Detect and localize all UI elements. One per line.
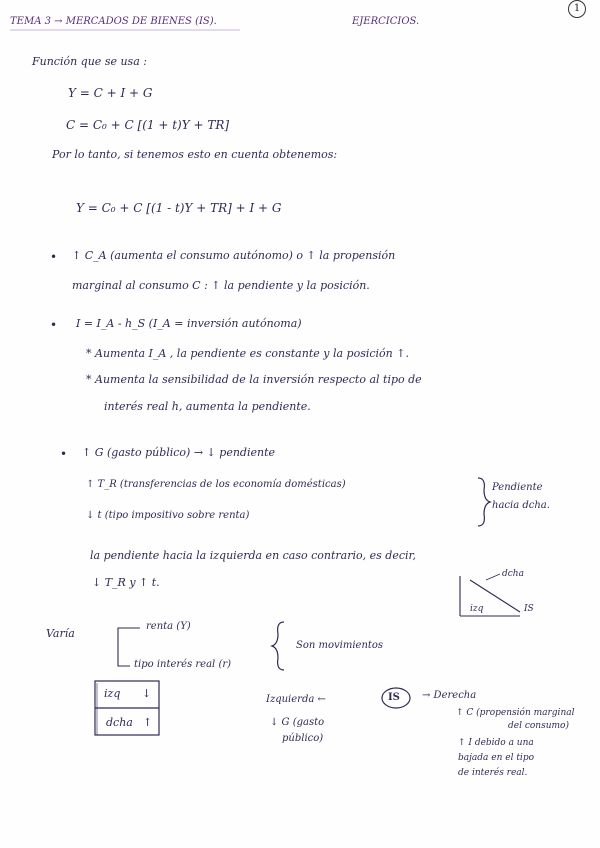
equation-y-full: Y = C₀ + C [(1 - t)Y + TR] + I + G <box>76 201 282 215</box>
right-detail-4: bajada en el tipo <box>458 753 534 763</box>
varia-branch-tipo: tipo interés real (r) <box>134 659 232 670</box>
direction-box <box>95 681 159 735</box>
left-detail-1: ↓ G (gasto <box>270 717 325 728</box>
header-subtitle: EJERCICIOS. <box>352 16 420 27</box>
right-detail-1: ↑ C (propensión marginal <box>456 708 575 718</box>
equation-y: Y = C + I + G <box>68 86 153 100</box>
graph-label-dcha: dcha <box>502 569 524 579</box>
left-detail-2: público) <box>282 733 324 744</box>
box-dcha-label: dcha <box>106 716 133 729</box>
varia-branches <box>118 628 140 666</box>
bullet1-line2: marginal al consumo C : ↑ la pendiente y la posición. <box>72 279 370 292</box>
is-circle-label: IS <box>388 692 400 703</box>
shift-right-label: → Derecha <box>422 690 477 701</box>
shift-left-label: Izquierda ← <box>266 694 326 705</box>
intro-label: Función que se usa : <box>32 55 147 68</box>
right-detail-5: de interés real. <box>458 768 528 778</box>
brace-note-pendiente: Pendiente <box>492 482 543 493</box>
varia-branch-renta: renta (Y) <box>146 621 191 632</box>
box-izq-label: izq <box>104 687 121 700</box>
header-title: TEMA 3 → MERCADOS DE BIENES (IS). <box>10 16 217 27</box>
bullet-dot: • <box>50 250 58 264</box>
box-izq-arrow: ↓ <box>142 687 152 700</box>
bullet2-sub2b: interés real h, aumenta la pendiente. <box>104 400 311 413</box>
intro-note: Por lo tanto, si tenemos esto en cuenta obtenemos: <box>52 148 338 161</box>
bullet2-line1: I = I_A - h_S (I_A = inversión autónoma) <box>76 317 302 330</box>
is-circle <box>382 688 410 708</box>
bullet2-sub1: * Aumenta I_A , la pendiente es constante y la posición ↑. <box>86 347 409 360</box>
bullet3-line1: ↑ G (gasto público) → ↓ pendiente <box>82 446 275 459</box>
right-detail-3: ↑ I debido a una <box>458 738 534 748</box>
graph-label-izq: izq <box>470 604 484 614</box>
box-dcha-arrow: ↑ <box>143 716 153 729</box>
bullet3-line3: ↓ t (tipo impositivo sobre renta) <box>86 510 250 521</box>
brace-note-dcha: hacia dcha. <box>492 500 550 511</box>
mini-is-graph <box>460 574 520 616</box>
brace-right <box>478 478 490 526</box>
bullet3-para1: la pendiente hacia la izquierda en caso contrario, es decir, <box>90 549 417 562</box>
bullet3-line2: ↑ T_R (transferencias de los economía domésticas) <box>86 479 346 490</box>
varia-label: Varía <box>46 627 75 640</box>
page-number: 1 <box>568 0 586 18</box>
bullet3-para2: ↓ T_R y ↑ t. <box>92 576 160 589</box>
bullet-dot: • <box>60 447 68 461</box>
bullet2-sub2a: * Aumenta la sensibilidad de la inversión respecto al tipo de <box>86 373 422 386</box>
bullet-dot: • <box>50 318 58 332</box>
varia-brace-note: Son movimientos <box>296 640 384 651</box>
bullet1-line1: ↑ C_A (aumenta el consumo autónomo) o ↑ la propensión <box>72 249 396 262</box>
right-detail-2: del consumo) <box>508 721 569 731</box>
brace-movimientos <box>272 622 284 670</box>
graph-label-is: IS <box>524 604 534 614</box>
equation-c: C = C₀ + C [(1 + t)Y + TR] <box>66 118 230 132</box>
